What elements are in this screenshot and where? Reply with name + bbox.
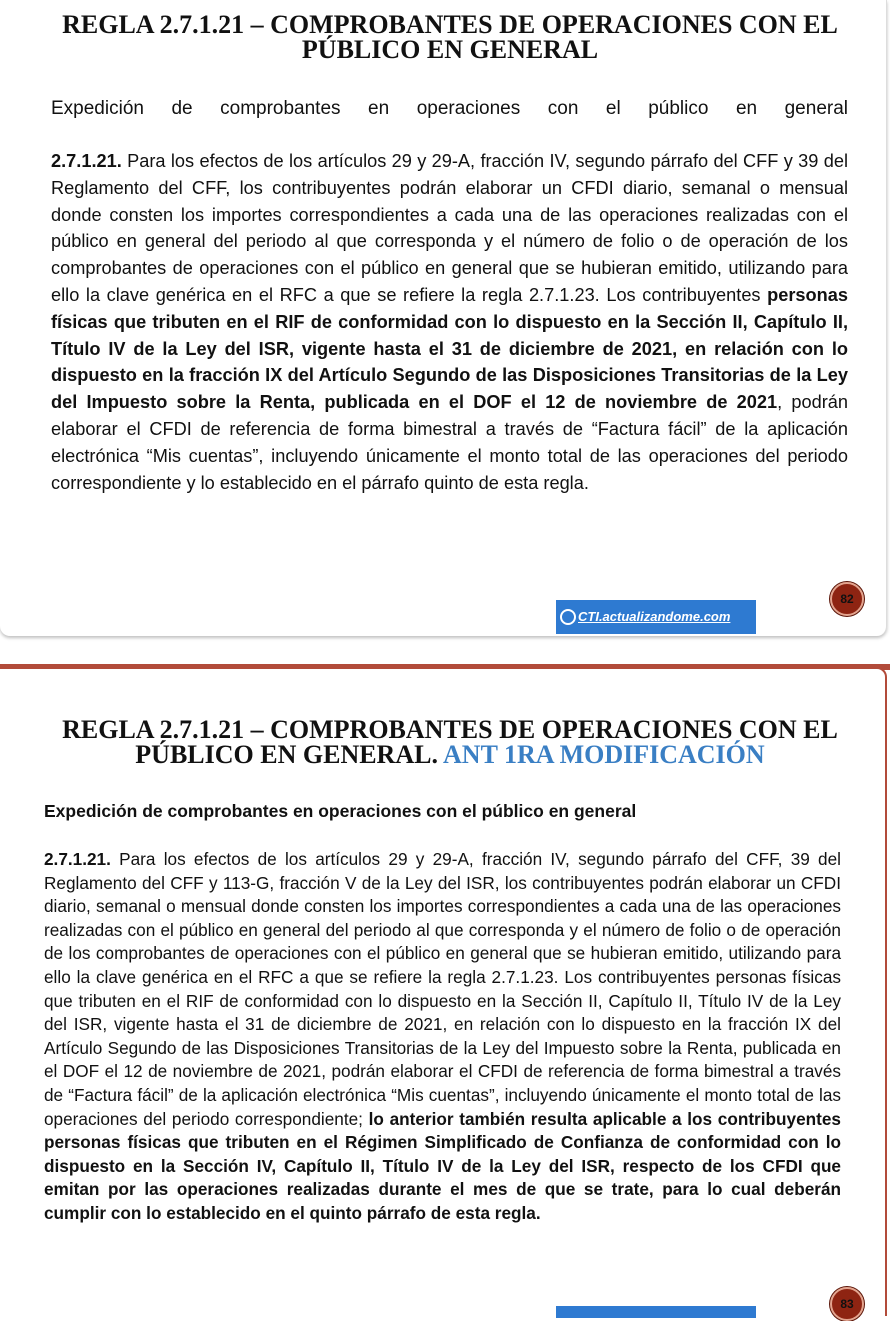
rule-subtitle: Expedición de comprobantes en operaciones con el público en general: [51, 98, 848, 119]
cti-logo-icon: [560, 609, 576, 625]
rule-title-line1: REGLA 2.7.1.21 – COMPROBANTES DE OPERACIONES CON EL: [62, 715, 838, 744]
rule-body: [51, 148, 848, 496]
page-number-badge: 83: [830, 1287, 864, 1321]
rule-title-line2-text: PÚBLICO EN GENERAL.: [135, 740, 438, 769]
cti-logo[interactable]: [556, 600, 756, 634]
rule-body-bold: personas físicas que tributen en el RIF de conformidad con lo dispuesto en la Sección II, Capítulo II, Título IV de la Ley del ISR, vigente hasta el 31 de diciembre de 2021, en relación con lo dispuesto en la fracción IX del Artículo Segundo de las Disposiciones Transitorias de la Ley del Impuesto sobre la Renta, publicada en el DOF el 12 de noviembre de 2021: [51, 284, 848, 413]
cti-logo[interactable]: [556, 1306, 756, 1318]
rule-body: [44, 848, 841, 1226]
page-number-badge: 82: [830, 582, 864, 616]
rule-body-text-end: , podrán elaborar el CFDI de referencia de forma bimestral a través de “Factura fácil” de la aplicación electrónica “Mis cuentas”, incluyendo únicamente el monto total de las operaciones del periodo correspondiente y lo establecido en el párrafo quinto de esta regla.: [51, 392, 848, 493]
slide-page-83: [0, 667, 887, 1316]
rule-number: 2.7.1.21.: [51, 151, 122, 171]
rule-title-line2: [40, 742, 860, 767]
rule-title: [40, 12, 860, 62]
rule-subtitle: Expedición de comprobantes en operaciones con el público en general: [44, 801, 637, 821]
modification-highlight: ANT 1RA MODIFICACIÓN: [443, 740, 765, 769]
rule-title: [40, 717, 860, 767]
cti-logo-text: CTI.actualizandome.com: [578, 609, 731, 624]
rule-title-line1: REGLA 2.7.1.21 – COMPROBANTES DE OPERACIONES CON EL: [62, 10, 838, 39]
rule-title-line2: PÚBLICO EN GENERAL: [301, 35, 599, 64]
rule-body-text: Para los efectos de los artículos 29 y 29-A, fracción IV, segundo párrafo del CFF y 39 del Reglamento del CFF, los contribuyentes podrán elaborar un CFDI diario, semanal o mensual donde consten los importes correspondientes a cada una de las operaciones realizadas con el público en general del periodo al que corresponda y el número de folio o de operación de los comprobantes de operaciones con el público en general que se hubieran emitido, utilizando para ello la clave genérica en el RFC a que se refiere la regla 2.7.1.23. Los contribuyentes: [51, 151, 848, 305]
rule-number: 2.7.1.21.: [44, 849, 111, 869]
rule-body-bold: lo anterior también resulta aplicable a los contribuyentes personas físicas que tributen en el Régimen Simplificado de Confianza de conformidad con lo dispuesto en la Sección IV, Capítulo II, Título IV de la Ley del ISR, respecto de los CFDI que emitan por las operaciones realizadas durante el mes de que se trate, para lo cual deberán cumplir con lo establecido en el quinto párrafo de esta regla.: [44, 1108, 841, 1223]
slide-page-82: [0, 0, 887, 636]
rule-body-text: Para los efectos de los artículos 29 y 29-A, fracción IV, segundo párrafo del CFF, 39 del Reglamento del CFF y 113-G, fracción V de la Ley del ISR, los contribuyentes podrán elaborar un CFDI diario, semanal o mensual donde consten los importes correspondientes a cada una de las operaciones realizadas con el público en general del periodo al que corresponda y el número de folio o de operación de los comprobantes de operaciones con el público en general que se hubieran emitido, utilizando para ello la clave genérica en el RFC a que se refiere la regla 2.7.1.23. Los contribuyentes personas físicas que tributen en el RIF de conformidad con lo dispuesto en la Sección II, Capítulo II, Título IV de la Ley del ISR, vigente hasta el 31 de diciembre de 2021, en relación con lo dispuesto en la fracción IX del Artículo Segundo de las Disposiciones Transitorias de la Ley del Impuesto sobre la Renta, publicada en el DOF el 12 de noviembre de 2021, podrán elaborar el CFDI de referencia de forma bimestral a través de “Factura fácil” de la aplicación electrónica “Mis cuentas”, incluyendo únicamente el monto total de las operaciones del periodo correspondiente;: [44, 849, 841, 1129]
